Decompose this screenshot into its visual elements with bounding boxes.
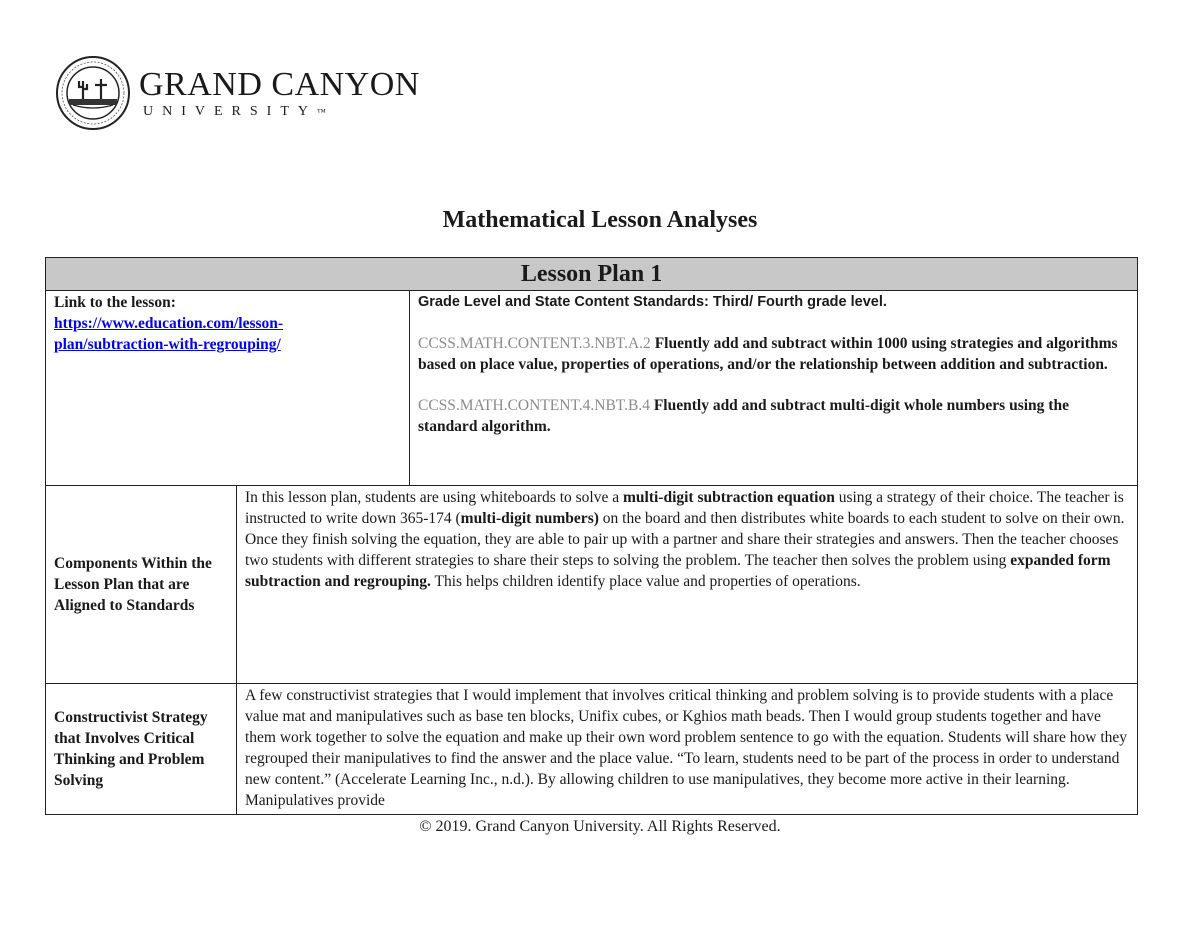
constructivist-label: Constructivist Strategy that Involves Critical Thinking and Problem Solving	[46, 684, 237, 815]
standards-cell	[410, 291, 1138, 486]
table-row	[46, 486, 1138, 684]
standard-2-code: CCSS.MATH.CONTENT.4.NBT.B.4	[418, 397, 650, 414]
lesson-plan-heading: Lesson Plan 1	[46, 258, 1138, 291]
lesson-link-line1: https://www.education.com/lesson-	[54, 315, 284, 332]
components-text-part: In this lesson plan, students are using whiteboards to solve a	[245, 489, 623, 506]
components-label: Components Within the Lesson Plan that are Aligned to Standards	[46, 486, 237, 684]
standard-1-code: CCSS.MATH.CONTENT.3.NBT.A.2	[418, 335, 651, 352]
components-emphasis: multi-digit numbers)	[460, 510, 599, 527]
university-seal-icon	[55, 55, 131, 131]
logo-wordmark: GRAND CANYON	[139, 66, 420, 103]
lesson-link-cell	[46, 291, 410, 486]
link-label: Link to the lesson:	[54, 294, 176, 311]
standard-2	[418, 395, 1129, 437]
standard-2-text: Fluently add and subtract multi-digit whole numbers using the standard algorithm.	[418, 397, 1069, 435]
components-text-part: This helps children identify place value and properties of operations.	[430, 573, 861, 590]
standard-1-text: Fluently add and subtract within 1000 using strategies and algorithms based on place value, properties of operations, and/or the relationship between addition and subtraction.	[418, 335, 1118, 373]
constructivist-text: A few constructivist strategies that I would implement that involves critical thinking and problem solving is to provide students with a place value mat and manipulatives such as base ten blocks, Unifix cubes, or Kghios math beads. Then I would group students together and have them work together to solve the equation and make up their own word problem sentence to go with the equation. Students will share how they regrouped their manipulatives to find the answer and the place value. “To learn, students need to be part of the process in order to understand new content.” (Accelerate Learning Inc., n.d.). By allowing children to use manipulatives, they become more active in their learning. Manipulatives provide	[245, 687, 1128, 809]
university-logo	[55, 55, 420, 131]
lesson-plan-table	[45, 257, 1138, 815]
logo-subtitle: UNIVERSITY	[143, 104, 317, 119]
constructivist-cell	[237, 684, 1138, 815]
document-title: Mathematical Lesson Analyses	[442, 207, 758, 233]
components-text-part: on the board and then distributes white boards to each student to solve on their own. Once they finish solving the equation, they are able to pair up with a partner and share their strategies and answers. Then the teacher chooses two students with different strategies to share their steps to solving the problem. The teacher then solves the problem using	[245, 510, 1125, 569]
standards-heading: Grade Level and State Content Standards: Third/ Fourth grade level.	[418, 294, 887, 310]
copyright-footer: © 2019. Grand Canyon University. All Rights Reserved.	[419, 818, 781, 835]
components-emphasis: multi-digit subtraction equation	[622, 489, 835, 506]
table-row	[46, 291, 1138, 486]
components-text-part: using a strategy of their choice. The teacher is instructed to write down 365-174 (	[245, 489, 1124, 527]
lesson-link[interactable]	[54, 315, 283, 353]
components-text	[237, 486, 1138, 684]
components-emphasis: expanded form subtraction and regrouping.	[245, 552, 1111, 590]
lesson-link-line2: plan/subtraction-with-regrouping/	[54, 336, 281, 353]
table-row	[46, 684, 1138, 815]
table-heading-row	[46, 258, 1138, 291]
standard-1	[418, 333, 1129, 375]
trademark-symbol: ™	[317, 107, 326, 117]
